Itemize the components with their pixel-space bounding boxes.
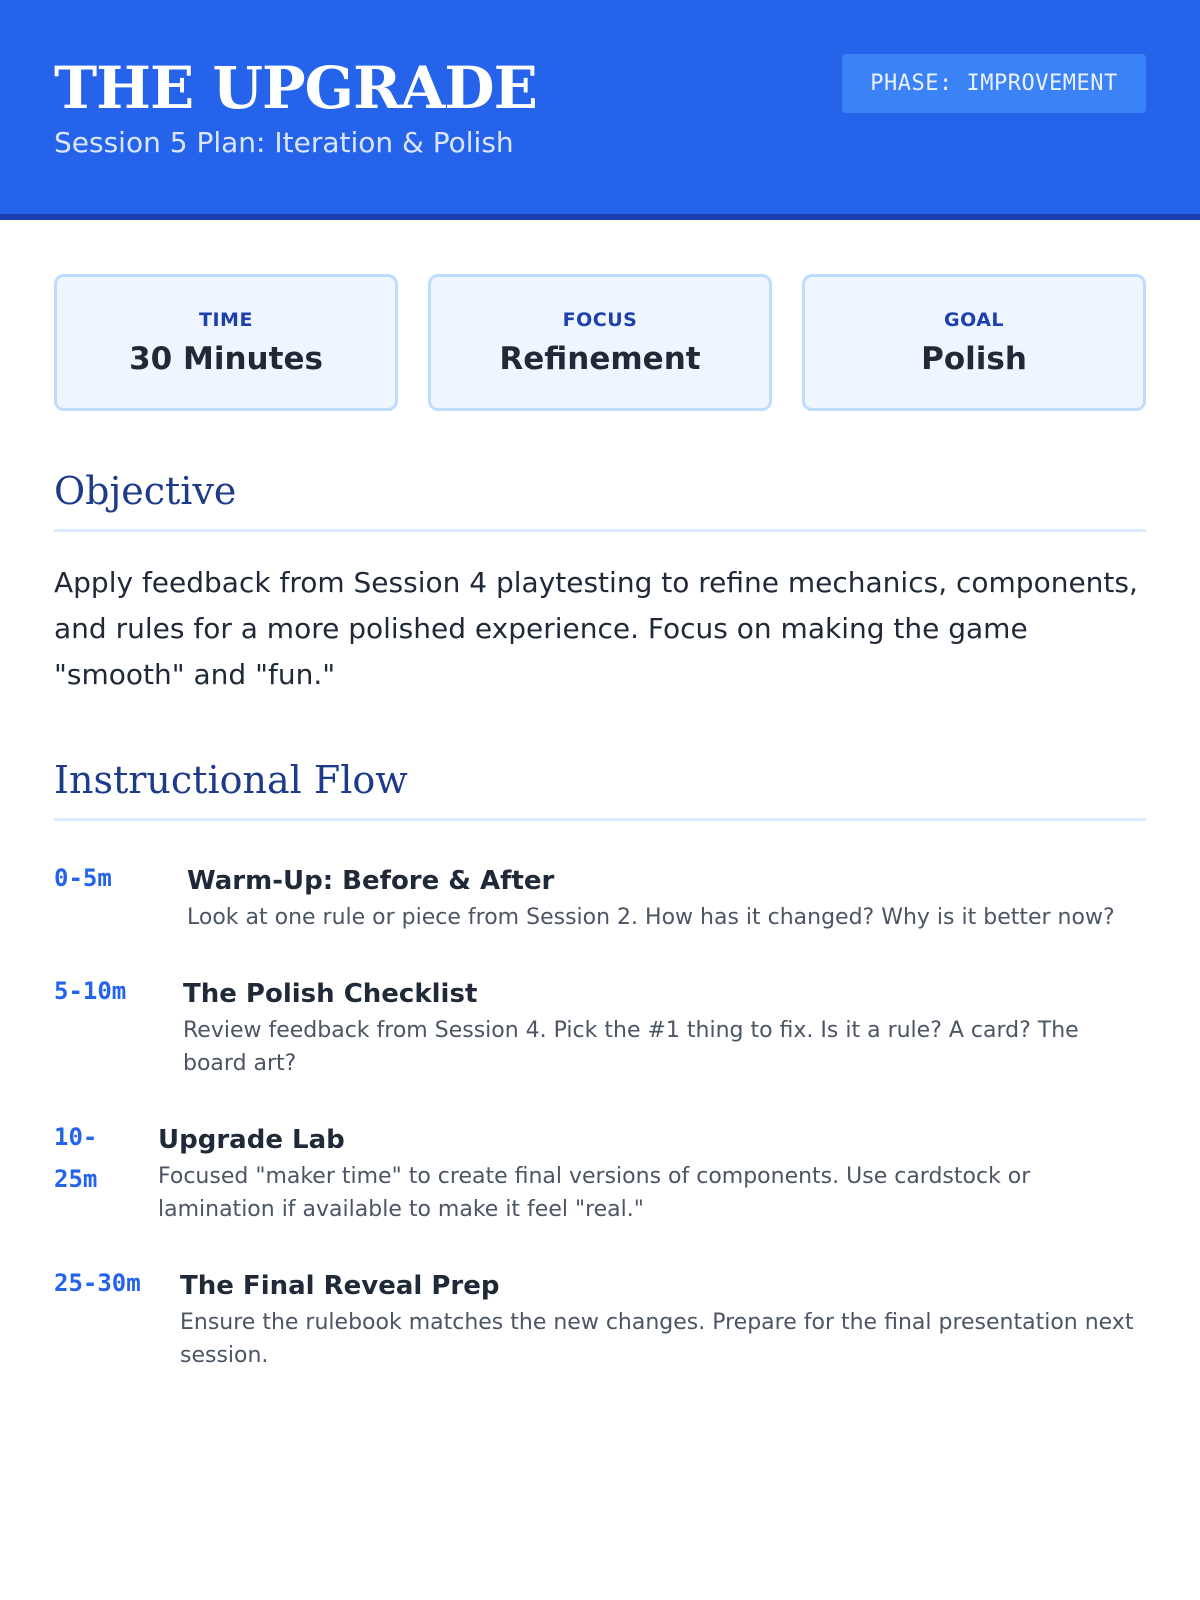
flow-heading: Instructional Flow [54, 758, 1146, 821]
stat-card-label: GOAL [943, 308, 1005, 331]
stat-card-focus [428, 274, 772, 411]
flow-time: 25-30m [54, 1269, 141, 1297]
objective-heading: Objective [54, 469, 1146, 532]
flow-description: Ensure the rulebook matches the new changes. Prepare for the final presentation next session. [180, 1310, 1134, 1368]
flow-item [54, 978, 1146, 1080]
flow-list [54, 865, 1146, 1372]
stat-card-value: 30 Minutes [129, 340, 323, 377]
flow-item [54, 865, 1146, 934]
stat-card-time [54, 274, 398, 411]
main-content [0, 274, 1200, 1372]
stat-card-value: Polish [921, 340, 1027, 377]
flow-title: Upgrade Lab [158, 1125, 345, 1155]
flow-body [158, 1124, 1146, 1226]
flow-title: The Polish Checklist [183, 979, 478, 1009]
page-header [0, 0, 1200, 220]
flow-body [183, 978, 1146, 1080]
page-title: THE UPGRADE [54, 54, 537, 122]
instructional-flow-section [54, 758, 1146, 1372]
flow-description: Focused "maker time" to create final versions of components. Use cardstock or lamination if available to make it feel "real." [158, 1164, 1031, 1222]
flow-body [180, 1270, 1146, 1372]
flow-time: 0-5m [54, 864, 112, 892]
stat-cards [54, 274, 1146, 411]
page-subtitle: Session 5 Plan: Iteration & Polish [54, 126, 514, 159]
stat-card-label: TIME [199, 308, 253, 331]
phase-badge: PHASE: IMPROVEMENT [842, 54, 1146, 113]
flow-item [54, 1124, 1146, 1226]
flow-title: Warm-Up: Before & After [187, 866, 555, 896]
stat-card-label: FOCUS [562, 308, 638, 331]
flow-body [187, 865, 1146, 934]
flow-description: Review feedback from Session 4. Pick the #1 thing to fix. Is it a rule? A card? The board art? [183, 1018, 1079, 1076]
objective-text: Apply feedback from Session 4 playtesting to refine mechanics, components, and rules for a more polished experience. Focus on making the game "smooth" and "fun." [54, 566, 1138, 691]
stat-card-value: Refinement [499, 340, 701, 377]
flow-time: 5-10m [54, 977, 127, 1005]
flow-title: The Final Reveal Prep [180, 1271, 500, 1301]
stat-card-goal [802, 274, 1146, 411]
flow-time: 10-25m [54, 1123, 98, 1193]
flow-description: Look at one rule or piece from Session 2. How has it changed? Why is it better now? [187, 905, 1115, 930]
objective-section [54, 469, 1146, 698]
flow-item [54, 1270, 1146, 1372]
